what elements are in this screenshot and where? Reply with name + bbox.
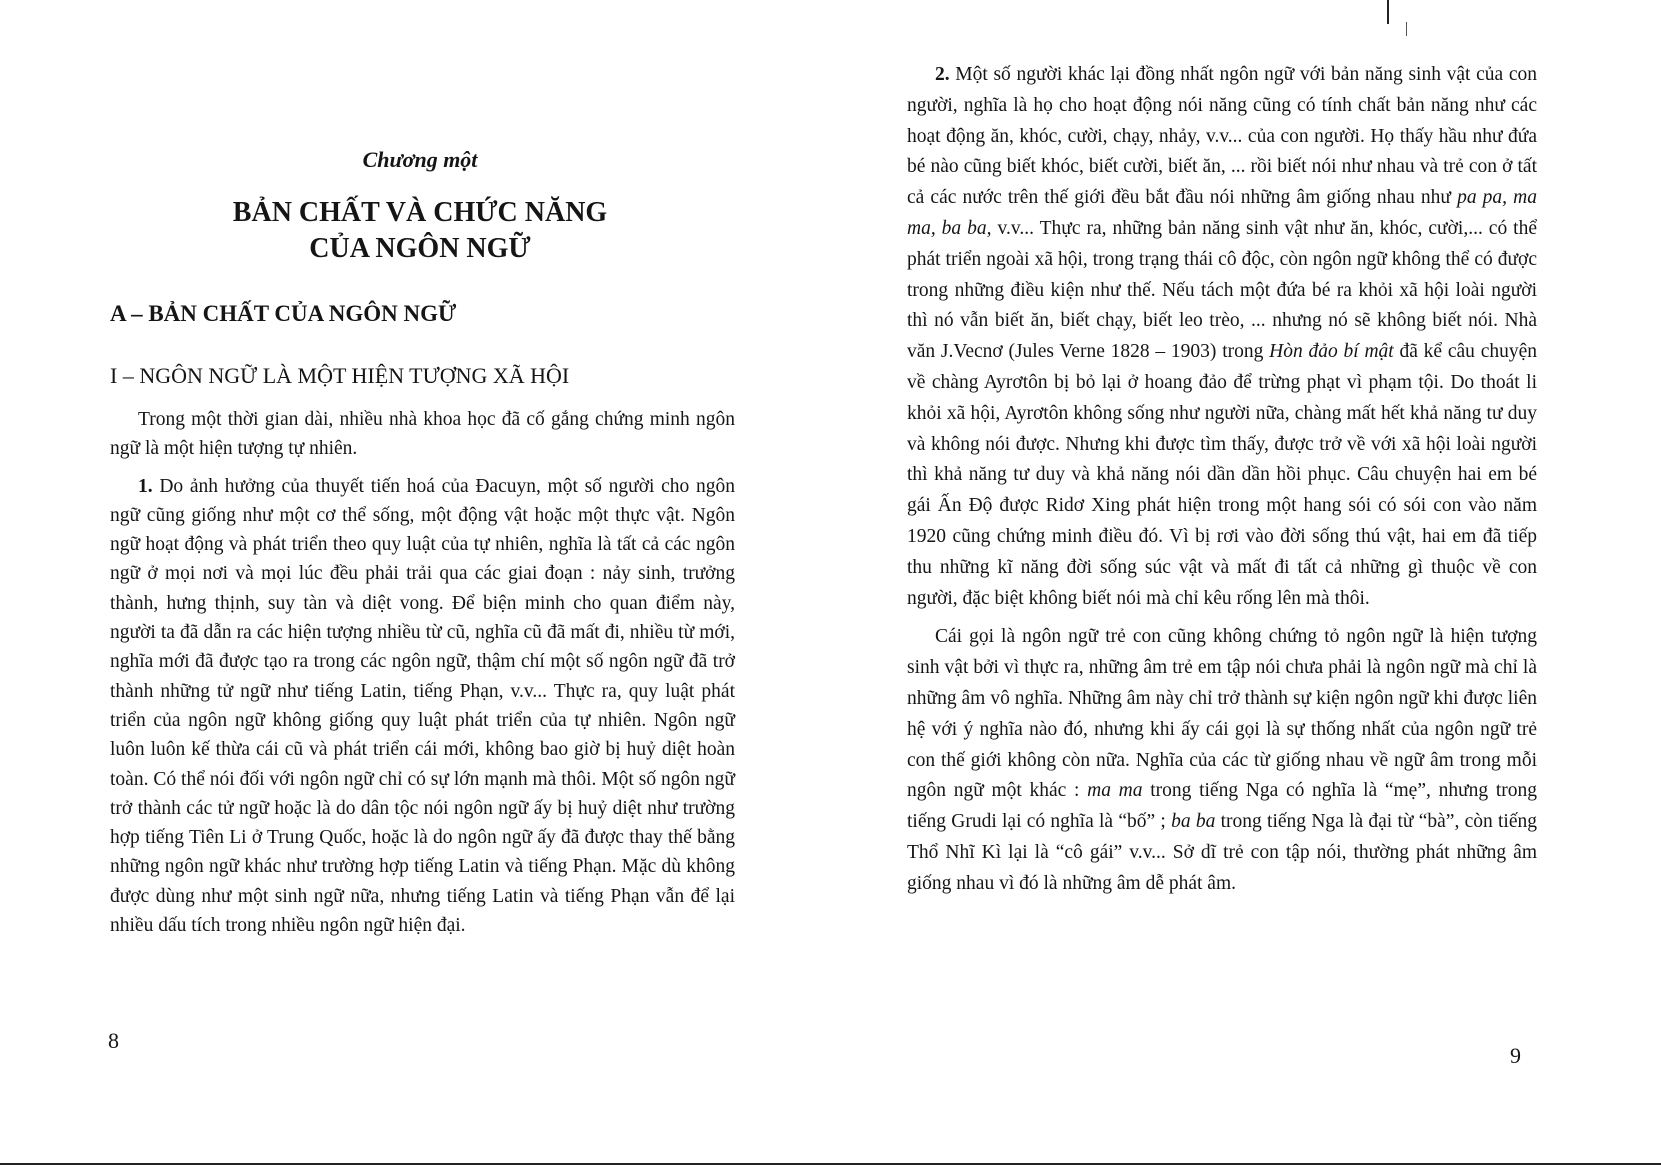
point2-text-part3: đã kể câu chuyện về chàng Ayrơtôn bị bỏ lại ở hoang đảo để trừng phạt vì phạm tội. Do thoát li khỏi xã hội, Ayrơtôn không sống như người nữa, chàng mất hết khả năng tư duy và không nói được. Nhưng khi được tìm thấy, được trở về với xã hội loài người thì khả năng tư duy và khả năng nói dần dần hồi phục. Câu chuyện hai em bé gái Ấn Độ được Ridơ Xing phát hiện trong một hang sói có sói con vào năm 1920 cũng chứng minh điều đó. Vì bị rơi vào đời sống thú vật, hai em đã tiếp thu những kĩ năng đời sống súc vật và mất đi tất cả những gì thuộc về con người, đặc biệt không biết nói mà chỉ kêu rống lên mà thôi. [907,341,1537,609]
para3-text-part2: trong tiếng Nga có nghĩa là “mẹ”, nhưng trong tiếng Grudi lại có nghĩa là “bố” ; [907,780,1537,833]
chapter-title [100,195,740,267]
para3-text-part1: Cái gọi là ngôn ngữ trẻ con cũng không chứng tỏ ngôn ngữ là hiện tượng sinh vật bởi vì thực ra, những âm trẻ em tập nói chưa phải là ngôn ngữ mà chỉ là những âm vô nghĩa. Những âm này chỉ trở thành sự kiện ngôn ngữ khi được liên hệ với ý nghĩa nào đó, nhưng khi ấy cái gọi là sự thống nhất của ngôn ngữ trẻ con thế giới không còn nữa. Nghĩa của các từ giống nhau về ngữ âm trong mỗi ngôn ngữ một khác : [907,626,1537,802]
para3-text-part3: trong tiếng Nga là đại từ “bà”, còn tiếng Thổ Nhĩ Kì lại là “cô gái” v.v... Sở dĩ trẻ con tập nói, thường phát những âm giống nhau vì đó là những âm dễ phát âm. [907,811,1537,894]
page-number-right: 9 [1510,1043,1521,1068]
left-body-text [110,405,735,940]
point2-paragraph [907,60,1537,614]
point2-number: 2. [935,64,950,85]
point1-number: 1. [138,475,153,497]
para3 [907,622,1537,899]
point1-paragraph [110,472,735,941]
para3-italic-baba: ba ba [1171,811,1216,833]
point2-text-part2: v.v... Thực ra, những bản năng sinh vật như ăn, khóc, cười,... có thể phát triển ngoài xã hội, trong trạng thái cô độc, còn ngôn ngữ không thể có được trong những điều kiện như thế. Nếu tách một đứa bé ra khỏi xã hội loài người thì nó vẫn biết ăn, biết chạy, biết leo trèo, ... nhưng nó sẽ không biết nói. Nhà văn J.Vecnơ (Jules Verne 1828 – 1903) trong [907,217,1537,363]
point1-text: Do ảnh hưởng của thuyết tiến hoá của Đacuyn, một số người cho ngôn ngữ cũng giống như một cơ thể sống, một động vật hoặc một thực vật. Ngôn ngữ hoạt động và phát triển theo quy luật của tự nhiên, nghĩa là tất cả các ngôn ngữ ở mọi nơi và mọi lúc đều phải trải qua các giai đoạn : nảy sinh, trưởng thành, hưng thịnh, suy tàn và diệt vong. Để biện minh cho quan điểm này, người ta đã dẫn ra các hiện tượng nhiều từ cũ, nghĩa cũ đã mất đi, nhiều từ mới, nghĩa mới đã được tạo ra trong các ngôn ngữ, thậm chí một số ngôn ngữ đã trở thành những tử ngữ như tiếng Latin, tiếng Phạn, v.v... Thực ra, quy luật phát triển của ngôn ngữ không giống quy luật phát triển của tự nhiên. Ngôn ngữ luôn luôn kế thừa cái cũ và phát triển cái mới, không bao giờ bị huỷ diệt hoàn toàn. Có thể nói đối với ngôn ngữ chỉ có sự lớn mạnh mà thôi. Một số ngôn ngữ trở thành các tử ngữ hoặc là do dân tộc nói ngôn ngữ ấy bị huỷ diệt như trường hợp tiếng Tiên Li ở Trung Quốc, hoặc là do ngôn ngữ ấy đã được thay thế bằng những ngôn ngữ khác như trường hợp tiếng Latin và tiếng Phạn. Mặc dù không được dùng như một sinh ngữ nữa, nhưng tiếng Latin và tiếng Phạn vẫn để lại nhiều dấu tích trong nhiều ngôn ngữ hiện đại. [110,475,735,937]
point2-text-part1: Một số người khác lại đồng nhất ngôn ngữ với bản năng sinh vật của con người, nghĩa là họ cho hoạt động nói năng cũng có tính chất bản năng như các hoạt động ăn, khóc, cười, chạy, nhảy, v.v... của con người. Họ thấy hầu như đứa bé nào cũng biết khóc, biết cười, biết ăn, ... rồi biết nói như nhau và trẻ con ở tất cả các nước trên thế giới đều bắt đầu nói những âm giống nhau như [907,64,1538,209]
left-page [100,0,740,1160]
right-body-text [907,60,1537,900]
section-i-heading: I – NGÔN NGỮ LÀ MỘT HIỆN TƯỢNG XÃ HỘI [110,363,570,388]
scan-bottom-border [0,1163,1661,1165]
para3-italic-mama: ma ma [1087,780,1143,802]
point2-italic-example: pa pa, ma ma, ba ba, [907,187,1537,239]
intro-paragraph: Trong một thời gian dài, nhiều nhà khoa học đã cố gắng chứng minh ngôn ngữ là một hiện tượng tự nhiên. [110,409,735,460]
chapter-title-line2: CỦA NGÔN NGỮ [309,233,531,264]
chapter-label: Chương một [362,147,478,172]
book-title-italic: Hòn đảo bí mật [1269,341,1394,363]
page-number-left: 8 [108,1028,119,1053]
right-page [907,0,1537,1160]
chapter-title-line1: BẢN CHẤT VÀ CHỨC NĂNG [232,197,608,228]
section-a-heading: A – BẢN CHẤT CỦA NGÔN NGỮ [110,301,457,326]
